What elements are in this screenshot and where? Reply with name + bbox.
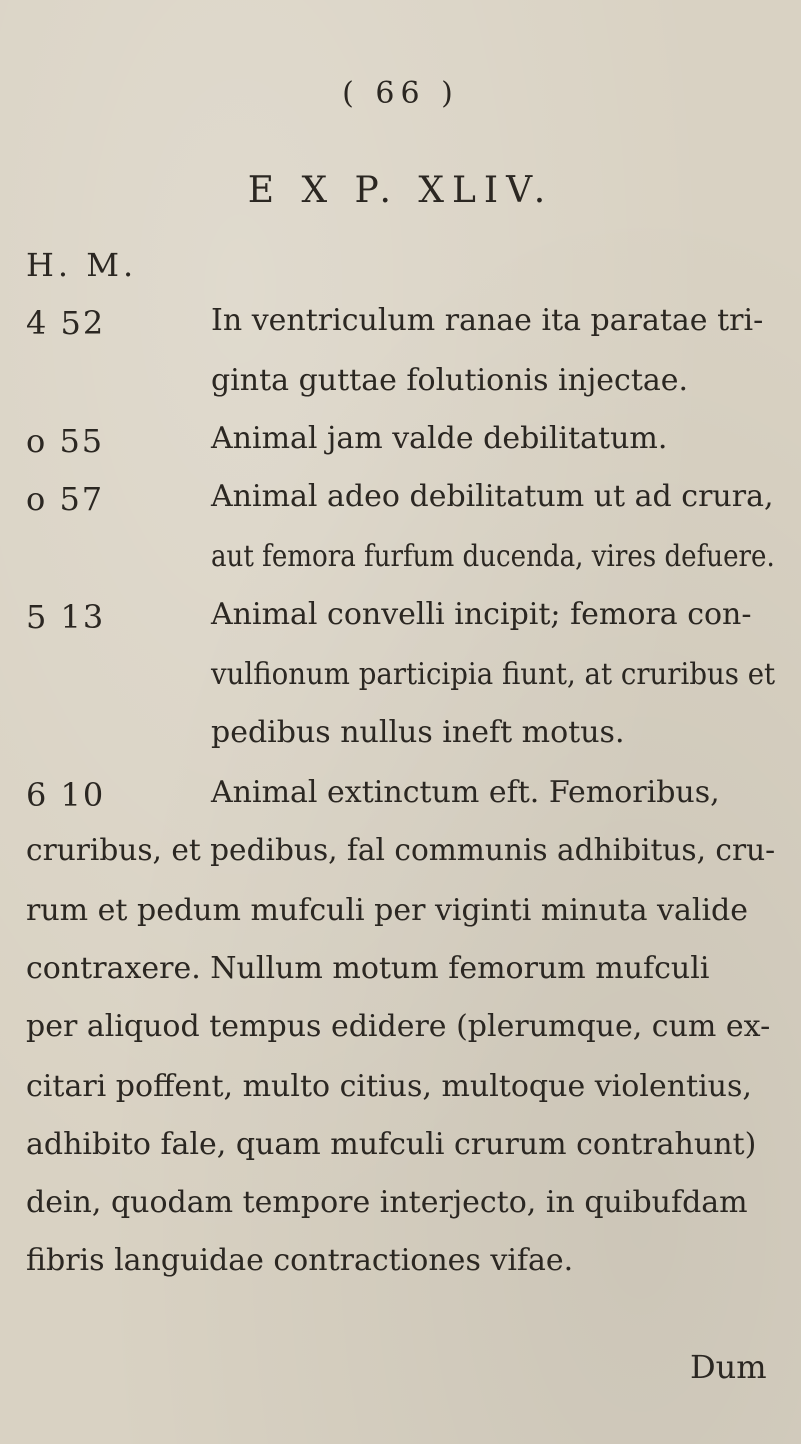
entry-text-line: Animal adeo debilitatum ut ad crura,: [211, 479, 774, 514]
entry-text-line: rum et pedum mufculi per viginti minuta valide: [26, 893, 749, 928]
entry-text-line: dein, quodam tempore interjecto, in quibufdam: [26, 1185, 748, 1220]
entry-time: 6 10: [26, 776, 106, 814]
entry-text-line: vulfionum participia fiunt, at cruribus et: [211, 657, 776, 692]
entry-text-line: pedibus nullus ineft motus.: [211, 715, 625, 750]
entry-text-line: cruribus, et pedibus, fal communis adhibitus, cru-: [26, 833, 776, 868]
entry-time: o 55: [26, 422, 105, 460]
entry-text-line: Animal jam valde debilitatum.: [211, 421, 668, 456]
catchword: Dum: [690, 1348, 767, 1386]
entry-text-line: Animal convelli incipit; femora con-: [211, 597, 752, 632]
entry-text-line: citari poffent, multo citius, multoque violentius,: [26, 1069, 752, 1104]
entry-text-line: ginta guttae folutionis injectae.: [211, 363, 689, 398]
page-number: ( 66 ): [342, 76, 459, 111]
entry-text-line: fibris languidae contractiones vifae.: [26, 1243, 574, 1278]
entry-text-line: adhibito fale, quam mufculi crurum contrahunt): [26, 1127, 757, 1162]
entry-text-line: aut femora furfum ducenda, vires defuere.: [211, 539, 775, 574]
entry-text-line: per aliquod tempus edidere (plerumque, cum ex-: [26, 1009, 771, 1044]
entry-time: 4 52: [26, 304, 106, 342]
entry-text-line: contraxere. Nullum motum femorum mufculi: [26, 951, 710, 986]
entry-text-line: Animal extinctum eft. Femoribus,: [211, 775, 720, 810]
experiment-title: E X P. XLIV.: [247, 170, 554, 211]
entry-time: 5 13: [26, 598, 106, 636]
column-label-hours-minutes: H. M.: [26, 246, 138, 284]
entry-time: o 57: [26, 480, 105, 518]
entry-text-line: In ventriculum ranae ita paratae tri-: [211, 303, 764, 338]
